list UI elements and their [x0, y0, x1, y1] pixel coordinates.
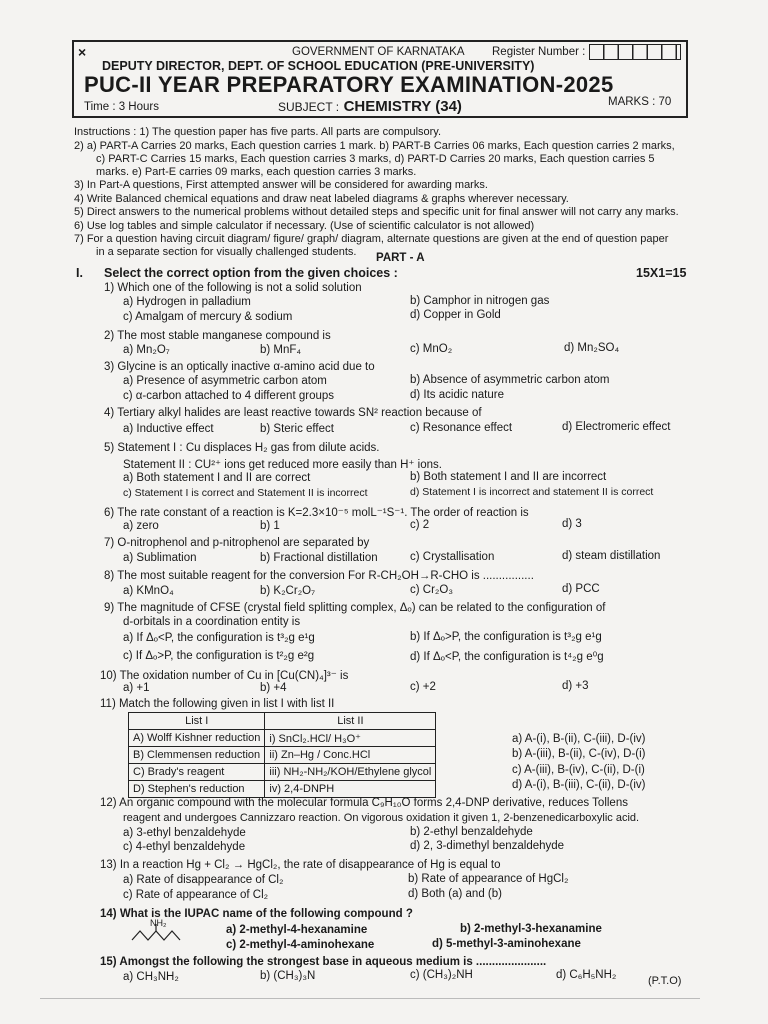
instruction-line: c) PART-C Carries 15 marks, Each question carries 3 marks, d) PART-D Carries 20 marks, Each question carries 5 [96, 153, 655, 165]
option-d[interactable]: d) If Δₒ<P, the configuration is t⁴₂g e⁰g [410, 651, 604, 663]
table-cell: D) Stephen's reduction [129, 781, 265, 798]
page-divider [40, 998, 700, 999]
register-number-boxes[interactable] [589, 44, 681, 60]
instruction-line: 7) For a question having circuit diagram/ figure/ graph/ diagram, alternate questions are given at the end of question paper [74, 233, 669, 245]
table-row [129, 764, 436, 781]
instruction-line: in a separate section for visually challenged students. [96, 246, 357, 258]
question-9-cont: d-orbitals in a coordination entity is [123, 616, 301, 628]
option-a[interactable]: a) +1 [123, 682, 150, 694]
option-b[interactable]: b) Camphor in nitrogen gas [410, 295, 550, 307]
register-number-label: Register Number : [492, 46, 586, 59]
option-a[interactable]: a) If Δₒ<P, the configuration is t³₂g e¹g [123, 632, 315, 644]
option-b[interactable]: b) If Δₒ>P, the configuration is t³₂g e¹g [410, 631, 602, 643]
table-header-row [129, 713, 436, 730]
option-d[interactable]: d) 2, 3-dimethyl benzaldehyde [410, 840, 565, 852]
option-a[interactable]: a) Sublimation [123, 552, 197, 564]
option-c[interactable]: c) 4-ethyl benzaldehyde [123, 841, 246, 853]
subject-label: SUBJECT : [278, 100, 340, 114]
instruction-line: marks. e) Part-E carries 09 marks, each question carries 3 marks. [96, 166, 417, 178]
option-b[interactable]: b) 1 [260, 520, 280, 532]
part-a-heading: Select the correct option from the given choices : [104, 266, 398, 280]
table-cell: C) Brady's reagent [129, 764, 265, 781]
marks-label: MARKS : 70 [608, 96, 672, 108]
option-c[interactable]: c) Crystallisation [410, 551, 495, 563]
option-b[interactable]: b) Rate of appearance of HgCl₂ [408, 873, 569, 885]
option-d[interactable]: d) Electromeric effect [562, 421, 671, 433]
question-10: 10) The oxidation number of Cu in [Cu(CN)₄]³⁻ is [100, 670, 349, 682]
question-4: 4) Tertiary alkyl halides are least reactive towards SN² reaction because of [104, 407, 482, 419]
option-b[interactable]: b) K₂Cr₂O₇ [260, 585, 316, 597]
question-12-cont: reagent and undergoes Cannizzaro reaction. On vigorous oxidation it given 1, 2-benzenedicarboxylic acid. [123, 812, 640, 824]
option-c[interactable]: c) Rate of appearance of Cl₂ [123, 889, 269, 901]
option-c[interactable]: c) 2 [410, 519, 430, 531]
question-8: 8) The most suitable reagent for the conversion For R-CH₂OH→R-CHO is ................ [104, 570, 534, 582]
table-header: List II [265, 713, 436, 730]
option-c[interactable]: c) Statement I is correct and Statement II is incorrect [123, 487, 368, 499]
question-9: 9) The magnitude of CFSE (crystal field splitting complex, Δₒ) can be related to the configuration of [104, 602, 606, 614]
option-d[interactable]: d) Statement I is incorrect and statement II is correct [410, 486, 654, 498]
option-d[interactable]: d) 5-methyl-3-aminohexane [432, 938, 581, 950]
molecule-structure-icon [130, 922, 184, 944]
instruction-line: 2) a) PART-A Carries 20 marks, Each question carries 1 mark. b) PART-B Carries 06 marks, Each question carries 2 marks, [74, 140, 675, 152]
instruction-line: 5) Direct answers to the numerical problems without detailed steps and specific unit for final answer will not carry any marks. [74, 206, 679, 218]
time-label: Time : 3 Hours [84, 101, 159, 113]
question-6: 6) The rate constant of a reaction is K=2.3×10⁻⁵ molL⁻¹S⁻¹. The order of reaction is [104, 507, 529, 519]
option-a[interactable]: a) Inductive effect [123, 423, 214, 435]
option-c[interactable]: c) α-carbon attached to 4 different groups [123, 390, 335, 402]
option-c[interactable]: c) Cr₂O₃ [410, 584, 454, 596]
close-icon[interactable]: × [78, 44, 87, 60]
option-d[interactable]: d) Both (a) and (b) [408, 888, 502, 900]
part-a-marks: 15X1=15 [636, 266, 687, 280]
instruction-line: Instructions : 1) The question paper has five parts. All parts are compulsory. [74, 126, 442, 138]
option-d[interactable]: d) Its acidic nature [410, 389, 504, 401]
instruction-line: 4) Write Balanced chemical equations and draw neat labeled diagrams & graphs wherever necessary. [74, 193, 569, 205]
option-a[interactable]: a) 3-ethyl benzaldehyde [123, 827, 246, 839]
option-b[interactable]: b) Absence of asymmetric carbon atom [410, 374, 610, 386]
question-13: 13) In a reaction Hg + Cl₂ → HgCl₂, the rate of disappearance of Hg is equal to [100, 859, 501, 871]
option-b[interactable]: b) MnF₄ [260, 344, 302, 356]
table-cell: B) Clemmensen reduction [129, 747, 265, 764]
table-cell: iv) 2,4-DNPH [265, 781, 436, 798]
option-b[interactable]: b) (CH₃)₃N [260, 970, 316, 982]
option-a[interactable]: a) Mn₂O₇ [123, 344, 170, 356]
option-b[interactable]: b) A-(iii), B-(ii), C-(iv), D-(i) [512, 748, 646, 760]
table-cell: ii) Zn–Hg / Conc.HCl [265, 747, 436, 764]
option-b[interactable]: b) 2-methyl-3-hexanamine [460, 923, 602, 935]
option-a[interactable]: a) 2-methyl-4-hexanamine [226, 924, 368, 936]
option-a[interactable]: a) KMnO₄ [123, 585, 174, 597]
option-a[interactable]: a) Presence of asymmetric carbon atom [123, 375, 327, 387]
option-d[interactable]: d) A-(i), B-(iii), C-(ii), D-(iv) [512, 779, 646, 791]
option-c[interactable]: c) Amalgam of mercury & sodium [123, 311, 293, 323]
government-heading: GOVERNMENT OF KARNATAKA [292, 46, 465, 58]
option-a[interactable]: a) zero [123, 520, 159, 532]
option-d[interactable]: d) steam distillation [562, 550, 661, 562]
option-a[interactable]: a) Hydrogen in palladium [123, 296, 251, 308]
match-table [128, 712, 436, 798]
option-c[interactable]: c) If Δₒ>P, the configuration is t²₂g e²g [123, 650, 315, 662]
question-1: 1) Which one of the following is not a solid solution [104, 282, 362, 294]
table-cell: A) Wolff Kishner reduction [129, 730, 265, 747]
amine-group-label: NH₂ [150, 918, 167, 928]
option-c[interactable]: c) +2 [410, 681, 436, 693]
table-row [129, 747, 436, 764]
question-3: 3) Glycine is an optically inactive α-amino acid due to [104, 361, 375, 373]
register-number-field[interactable] [492, 44, 681, 60]
section-number: I. [76, 266, 83, 280]
question-12: 12) An organic compound with the molecular formula C₉H₁₀O forms 2,4-DNP derivative, reduces Tollens [100, 797, 628, 809]
table-header: List I [129, 713, 265, 730]
page-turn-note: (P.T.O) [648, 975, 682, 987]
department-heading: DEPUTY DIRECTOR, DEPT. OF SCHOOL EDUCATION (PRE-UNIVERSITY) [102, 59, 535, 73]
instruction-line: 3) In Part-A questions, First attempted answer will be considered for awarding marks. [74, 179, 488, 191]
option-b[interactable]: b) 2-ethyl benzaldehyde [410, 826, 533, 838]
table-row [129, 781, 436, 798]
question-2: 2) The most stable manganese compound is [104, 330, 331, 342]
option-c[interactable]: c) A-(iii), B-(iv), C-(ii), D-(i) [512, 764, 645, 776]
option-a[interactable]: a) Rate of disappearance of Cl₂ [123, 874, 284, 886]
subject-name: CHEMISTRY (34) [343, 98, 462, 115]
option-d[interactable]: d) Mn₂SO₄ [564, 342, 620, 354]
question-11: 11) Match the following given in list I with list II [100, 698, 335, 710]
option-c[interactable]: c) (CH₃)₂NH [410, 969, 473, 981]
option-d[interactable]: d) 3 [562, 518, 582, 530]
option-a[interactable]: a) CH₃NH₂ [123, 971, 179, 983]
table-row [129, 730, 436, 747]
instruction-line: 6) Use log tables and simple calculator if necessary. (Use of scientific calculator is not allowed) [74, 220, 535, 232]
option-d[interactable]: d) +3 [562, 680, 589, 692]
option-d[interactable]: d) PCC [562, 583, 600, 595]
option-c[interactable]: c) Resonance effect [410, 422, 513, 434]
question-5-statement-2: Statement II : CU²⁺ ions get reduced more easily than H⁺ ions. [123, 459, 442, 471]
option-b[interactable]: b) Fractional distillation [260, 552, 378, 564]
option-b[interactable]: b) Both statement I and II are incorrect [410, 471, 607, 483]
table-cell: i) SnCl₂.HCl/ H₃O⁺ [265, 730, 436, 747]
question-15: 15) Amongst the following the strongest base in aqueous medium is ...................... [100, 956, 547, 968]
question-7: 7) O-nitrophenol and p-nitrophenol are separated by [104, 537, 370, 549]
part-a-label: PART - A [376, 252, 425, 264]
table-cell: iii) NH₂-NH₂/KOH/Ethylene glycol [265, 764, 436, 781]
option-a[interactable]: a) A-(i), B-(ii), C-(iii), D-(iv) [512, 733, 646, 745]
option-c[interactable]: c) 2-methyl-4-aminohexane [226, 939, 375, 951]
question-14: 14) What is the IUPAC name of the following compound ? [100, 908, 413, 920]
option-a[interactable]: a) Both statement I and II are correct [123, 472, 311, 484]
option-b[interactable]: b) +4 [260, 682, 287, 694]
subject-line [278, 98, 462, 116]
option-d[interactable]: d) C₆H₅NH₂ [556, 969, 617, 981]
option-c[interactable]: c) MnO₂ [410, 343, 453, 355]
option-d[interactable]: d) Copper in Gold [410, 309, 501, 321]
option-b[interactable]: b) Steric effect [260, 423, 334, 435]
exam-title: PUC-II YEAR PREPARATORY EXAMINATION-2025 [84, 72, 614, 97]
question-5-statement-1: 5) Statement I : Cu displaces H₂ gas from dilute acids. [104, 442, 380, 454]
